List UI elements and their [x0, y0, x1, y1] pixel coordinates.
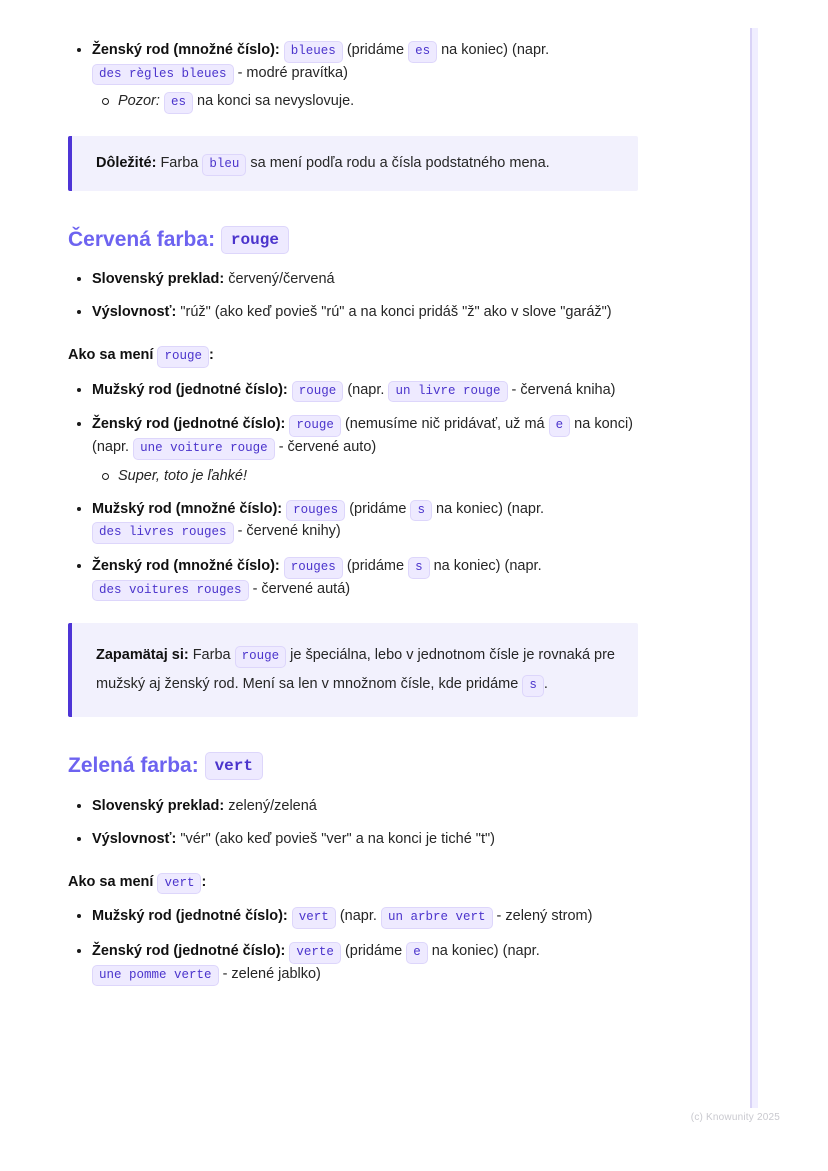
code-chip: vert — [157, 873, 201, 895]
note-text: na konci sa nevyslovuje. — [197, 93, 355, 110]
item-text: červený/červená — [228, 271, 335, 288]
code-chip: es — [164, 92, 193, 114]
list-item — [68, 380, 638, 403]
heading-text: Červená farba: — [68, 227, 216, 251]
subheading-colon: : — [201, 873, 207, 890]
section-heading-vert — [68, 751, 638, 781]
item-text: - červené knihy) — [237, 523, 341, 540]
callout-text: sa mení podľa rodu a čísla podstatného mena. — [250, 154, 550, 171]
item-label: Mužský rod (jednotné číslo): — [92, 381, 288, 398]
callout-important — [68, 136, 638, 191]
code-chip: rouges — [284, 557, 343, 579]
code-chip: s — [522, 675, 544, 697]
code-chip: un arbre vert — [381, 907, 493, 929]
code-chip: une pomme verte — [92, 965, 219, 987]
code-chip: une voiture rouge — [133, 438, 275, 460]
callout-label: Dôležité: — [96, 154, 157, 171]
code-chip: rouge — [221, 226, 289, 254]
code-chip: des livres rouges — [92, 522, 234, 544]
code-chip: bleues — [284, 41, 343, 63]
sub-list-item — [92, 91, 638, 114]
red-section-forms-list — [68, 380, 638, 601]
code-chip: rouge — [289, 415, 341, 437]
code-chip: vert — [205, 752, 263, 780]
code-chip: rouge — [292, 381, 344, 403]
item-text: - modré pravítka) — [237, 64, 348, 81]
code-chip: des règles bleues — [92, 64, 234, 86]
red-section-intro-list — [68, 269, 638, 323]
item-text: "rúž" (ako keď povieš "rú" a na konci pridáš "ž" ako v slove "garáž") — [180, 304, 612, 321]
subheading-text: Ako sa mení — [68, 347, 154, 364]
item-text: na konci) (napr. — [92, 416, 634, 456]
item-text: na koniec) (napr. — [431, 942, 540, 959]
callout-text: . — [543, 676, 548, 693]
item-text: "vér" (ako keď povieš "ver" a na konci je tiché "t") — [180, 830, 495, 847]
code-chip: vert — [292, 907, 336, 929]
document-content — [68, 40, 638, 986]
subheading-rouge-forms — [68, 345, 638, 368]
list-item — [68, 829, 638, 850]
section-heading-rouge — [68, 225, 638, 255]
item-text: na koniec) (napr. — [441, 42, 550, 58]
item-text: na koniec) (napr. — [433, 557, 542, 574]
code-chip: e — [406, 942, 428, 964]
subheading-vert-forms — [68, 872, 638, 895]
item-label: Výslovnosť: — [92, 830, 177, 847]
code-chip: es — [408, 41, 437, 63]
list-item — [68, 906, 638, 929]
code-chip: s — [408, 557, 430, 579]
list-item — [68, 269, 638, 290]
sub-list — [92, 466, 638, 487]
item-text: na koniec) (napr. — [436, 500, 545, 517]
list-item — [68, 40, 638, 114]
item-label: Ženský rod (jednotné číslo): — [92, 416, 286, 433]
subheading-colon: : — [208, 347, 214, 364]
note-label: Pozor: — [118, 93, 160, 110]
item-text: - červené autá) — [252, 580, 351, 597]
item-label: Ženský rod (množné číslo): — [92, 42, 280, 58]
watermark: (c) Knowunity 2025 — [690, 1112, 780, 1123]
code-chip: s — [410, 500, 432, 522]
item-text: (pridáme — [344, 942, 403, 959]
callout-text: Farba — [160, 154, 199, 171]
sub-list — [92, 91, 638, 114]
item-text: (napr. — [339, 908, 377, 925]
list-item — [68, 556, 638, 601]
list-item — [68, 941, 638, 986]
list-item — [68, 499, 638, 544]
item-label: Mužský rod (množné číslo): — [92, 500, 283, 517]
code-chip: un livre rouge — [388, 381, 507, 403]
code-chip: verte — [289, 942, 341, 964]
list-item — [68, 302, 638, 323]
item-label: Ženský rod (množné číslo): — [92, 557, 280, 574]
blue-section-list — [68, 40, 638, 114]
item-text: - zelené jablko) — [222, 965, 321, 982]
item-text: - červené auto) — [278, 439, 377, 456]
scrollbar-track[interactable] — [750, 28, 758, 1108]
code-chip: e — [549, 415, 571, 437]
item-text: - červená kniha) — [511, 381, 616, 398]
item-label: Ženský rod (jednotné číslo): — [92, 942, 286, 959]
item-text: (napr. — [347, 381, 385, 398]
subheading-text: Ako sa mení — [68, 873, 154, 890]
callout-text: Farba — [192, 647, 231, 664]
callout-text: je špeciálna, lebo v jednotnom čísle je rovnaká pre mužský aj ženský rod. Mení sa len v množnom čísle, kde pridáme — [96, 647, 615, 693]
item-text: (pridáme — [349, 500, 407, 517]
item-label: Výslovnosť: — [92, 304, 177, 321]
item-text: (pridáme — [346, 42, 405, 58]
callout-label: Zapamätaj si: — [96, 647, 189, 664]
item-text: (nemusíme nič pridávať, už má — [344, 416, 545, 433]
sub-list-item: Super, toto je ľahké! — [92, 466, 638, 487]
callout-remember — [68, 623, 638, 717]
code-chip: des voitures rouges — [92, 580, 249, 602]
item-text: (pridáme — [346, 557, 405, 574]
green-section-forms-list — [68, 906, 638, 986]
code-chip: rouge — [157, 346, 209, 368]
list-item — [68, 796, 638, 817]
code-chip: rouges — [286, 500, 345, 522]
list-item — [68, 414, 638, 486]
item-text: - zelený strom) — [496, 908, 593, 925]
green-section-intro-list — [68, 796, 638, 850]
item-label: Slovenský preklad: — [92, 797, 225, 814]
item-text: zelený/zelená — [228, 797, 317, 814]
code-chip: rouge — [235, 646, 287, 668]
scrollbar-thumb[interactable] — [750, 28, 752, 1108]
heading-text: Zelená farba: — [68, 754, 199, 778]
code-chip: bleu — [202, 154, 246, 176]
item-label: Slovenský preklad: — [92, 271, 225, 288]
item-label: Mužský rod (jednotné číslo): — [92, 908, 288, 925]
